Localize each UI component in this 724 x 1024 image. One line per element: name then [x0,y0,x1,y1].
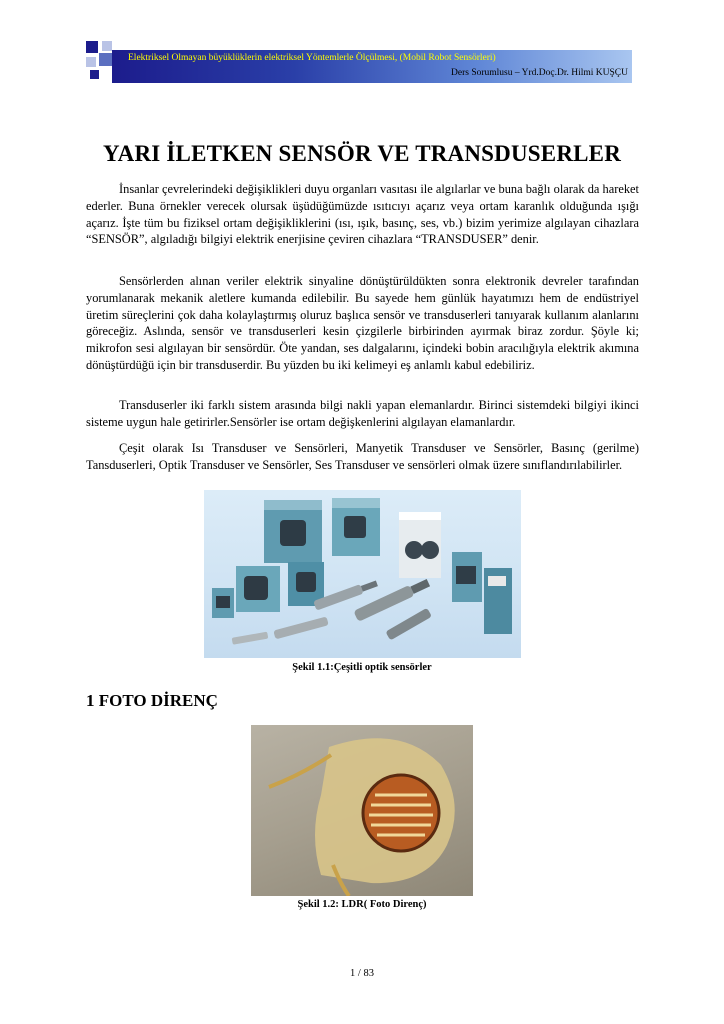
figure-ldr-photo [251,725,473,896]
paragraph-4: Çeşit olarak Isı Transduser ve Sensörleri, Manyetik Transduser ve Sensörler, Basınç (gerilme) Tansduserleri, Optik Transduser ve Sensörler, Ses Transduser ve sensörleri olmak üzere sınıflandırılabilirler. [86,441,639,472]
page-title: YARI İLETKEN SENSÖR VE TRANSDUSERLER [102,141,622,166]
header-course-title: Elektriksel Olmayan büyüklüklerin elektriksel Yöntemlerle Ölçülmesi, (Mobil Robot Sensörleri) [128,53,496,63]
figure-1-caption: Şekil 1.1:Çeşitli optik sensörler [292,662,432,673]
paragraph-1: İnsanlar çevrelerindeki değişiklikleri duyu organları vasıtası ile algılarlar ve buna bağlı olarak da hareket ederler. Buna örnekler verecek olursak üşüdüğümüzde ısıtıcıyı açarız veya ortam karanlık olduğunda ışığı açarız. İşte tüm bu fiziksel ortam değişikliklerini (ısı, ışık, basınç, ses, vb.) bizim yerimize algılayan cihazlara “SENSÖR”, algıladığı bilgiyi elektrik enerjisine çeviren cihazlara “TRANSDUSER” denir. [86,182,639,247]
sensor-box [264,500,322,563]
page-number: 1 / 83 [350,968,374,979]
paragraph-3: Transduserler iki farklı sistem arasında bilgi nakli yapan elemanlardır. Birinci sistemdeki bilgiyi ikinci sisteme uygun hale getirirler.Sensörler ise ortam değişkenlerini algılayan elamanlardır. [86,398,639,429]
section-heading: 1 FOTO DİRENÇ [86,691,218,710]
figure-optical-sensors [204,490,521,658]
header-instructor: Ders Sorumlusu – Yrd.Doç.Dr. Hilmi KUŞÇU [451,68,628,78]
paragraph-2: Sensörlerden alınan veriler elektrik sinyaline dönüştürüldükten sonra elektronik devreler tarafından yorumlanarak mekanik aletlere kumanda edilebilir. Bu sayede hem günlük hayatımızı hem de endüstriyel üretim süreçlerini çok daha kolaylaştırmış oluruz başlıca sensör ve transduserleri tanıyarak kullanım alanlarını göreceğiz. Aslında, sensör ve transduserleri kesin çizgilerle birbirinden ayırmak biraz zordur. Şöyle ki; mikrofon sesi algılayan bir sensördür. Öte yandan, ses dalgalarını, içindeki bobin aracılığıyla elektrik akımına dönüştürdüğü için bir transduserdir. Bu yüzden bu iki kelimeyi eş anlamlı kabul edebiliriz. [86,274,639,372]
figure-2-caption: Şekil 1.2: LDR( Foto Direnç) [297,899,427,910]
